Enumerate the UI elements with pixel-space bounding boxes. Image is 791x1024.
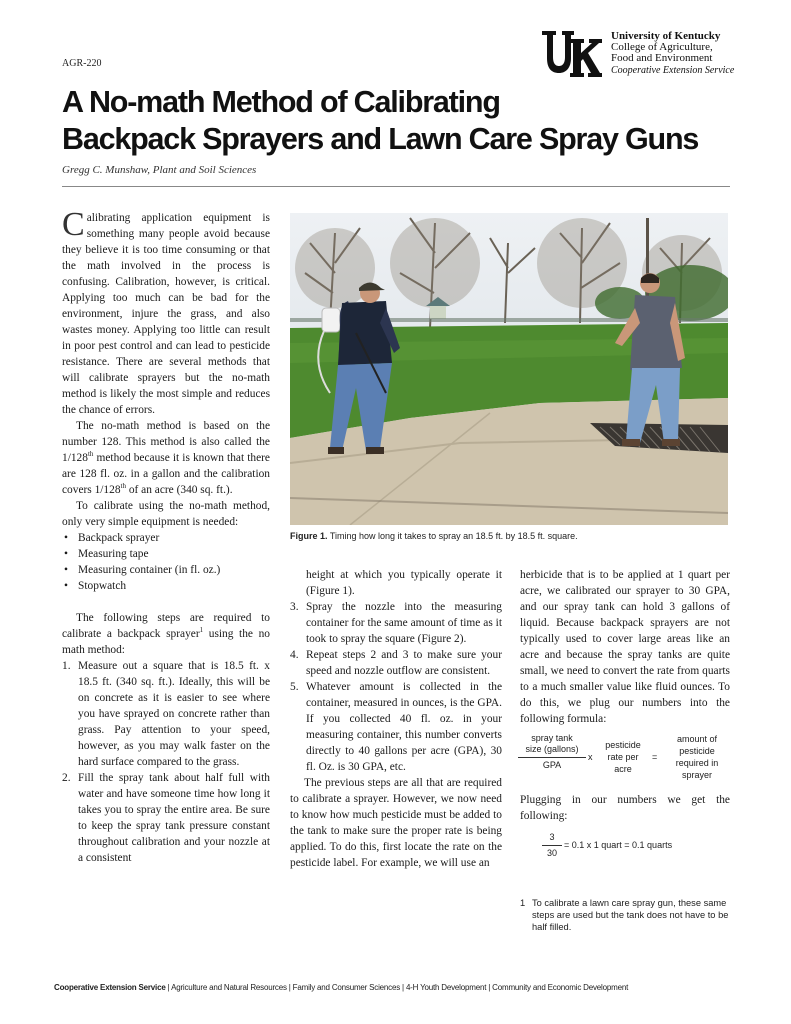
page-footer: Cooperative Extension Service | Agriculture and Natural Resources | Family and Consumer Sciences | 4-H Youth Development | Community and Economic Development [54,983,629,992]
steps-intro: The following steps are required to calibrate a backpack sprayer$^1$ using the no math method: [62,612,270,656]
uk-logo [542,31,602,77]
step-item: 4. Repeat steps 2 and 3 to make sure your speed and nozzle outflow are consistent. [290,649,502,677]
column-2 [290,567,502,871]
intro-paragraph-1: Calibrating application equipment is something many people avoid because they believe it is too time consuming or that the math involved in the process is confusing. Calibration, however, is critical. Applying too much can be bad for the environment, injure the grass, and also wastes money. Applying too little can result in poor pest control and can lead to pesticide resistance. There are several methods that will calibrate sprayers but the no-math method is likely the most simple and reduces the chance of errors. [62,206,270,416]
footnote: 1 To calibrate a lawn care spray gun, these same steps are used but the tank does not have to be half filled. [520,898,729,932]
list-item: • Measuring container (in fl. oz.) [62,562,270,578]
figure-1-photo [290,213,728,525]
list-item: • Backpack sprayer [62,530,270,546]
step-item-continued: height at which you typically operate it (Figure 1). [306,569,502,597]
college-line-1: College of Agriculture, [611,41,713,53]
list-item: • Stopwatch [62,578,270,594]
steps-list-part-1 [62,658,270,866]
college-line-2: Food and Environment [611,52,713,64]
intro-paragraph-2: The no-math method is based on the number 128. This method is also called the 1/128th method because it is known that there are 128 fl. oz. in a gallon and the calibration covers 1/128th of an acre (340 sq. ft.). [62,420,270,496]
university-name: University of Kentucky [611,30,721,42]
title-line-2: Backpack Sprayers and Lawn Care Spray Guns [62,122,699,156]
document-number: AGR-220 [62,58,102,69]
step-item: 3. Spray the nozzle into the measuring container for the same amount of time as it took to spray the square (Figure 2). [290,601,502,645]
institution-block [611,30,781,78]
steps-list-part-2 [290,567,502,775]
header-divider [62,186,730,187]
step-item: 2. Fill the spray tank about half full with water and have someone time how long it takes you to spray the entire area. Be sure to keep the spray tank pressure constant throughout calibration and your nozzle at a consistent [62,772,270,864]
step-item: 5. Whatever amount is collected in the container, measured in ounces, is the GPA. If you collected 40 fl. oz. in your measuring container, this number converts directly to 40 gallons per acre (GPA), 30 fl. Oz. is 30 GPA, etc. [290,681,502,773]
service-name: Cooperative Extension Service [611,65,735,76]
page-title [62,84,742,158]
fraction-bar [518,757,586,758]
fraction-bar [542,845,562,846]
equipment-list [62,530,270,594]
title-line-1: A No-math Method of Calibrating [62,85,500,119]
drop-cap: C [62,206,85,243]
calibration-formula: spray tank size (gallons) GPA x pesticide rate per acre = amount of pesticide required in sprayer [518,733,733,789]
step-item: 1. Measure out a square that is 18.5 ft. x 18.5 ft. (340 sq. ft.). Ideally, this will be on concrete as it is easier to see where you have sprayed on concrete rather than grass. Pay attention to your speed, however, as you may walk faster on the hard surface compared to the grass. [62,660,270,768]
figure-1-caption: Figure 1. Timing how long it takes to spray an 18.5 ft. by 18.5 ft. square. [290,531,578,541]
list-item: • Measuring tape [62,546,270,562]
example-calculation: 3 30 = 0.1 x 1 quart = 0.1 quarts [538,832,738,864]
author-line: Gregg C. Munshaw, Plant and Soil Sciences [62,164,257,176]
plugging-paragraph: Plugging in our numbers we get the following: [520,794,730,822]
herbicide-paragraph: herbicide that is to be applied at 1 quart per acre, we calibrated our sprayer to 30 GPA, and our spray tank can hold 3 gallons of liquid. Because backpack sprayers are not typically used to cover large areas like an acre and because the spray tanks are quite small, we need to convert the rate from quarts to a much smaller value like fluid ounces. To do this, we plug our numbers into the following formula: [520,569,730,725]
previous-steps-paragraph: The previous steps are all that are required to calibrate a sprayer. However, we now need to know how much pesticide must be added to the tank to make sure the proper rate is being applied. To do this, first locate the rate on the pesticide label. For example, we will use an [290,777,502,869]
column-1 [62,206,270,866]
intro-paragraph-3: To calibrate using the no-math method, only very simple equipment is needed: [62,500,270,528]
column-3 [520,567,730,727]
